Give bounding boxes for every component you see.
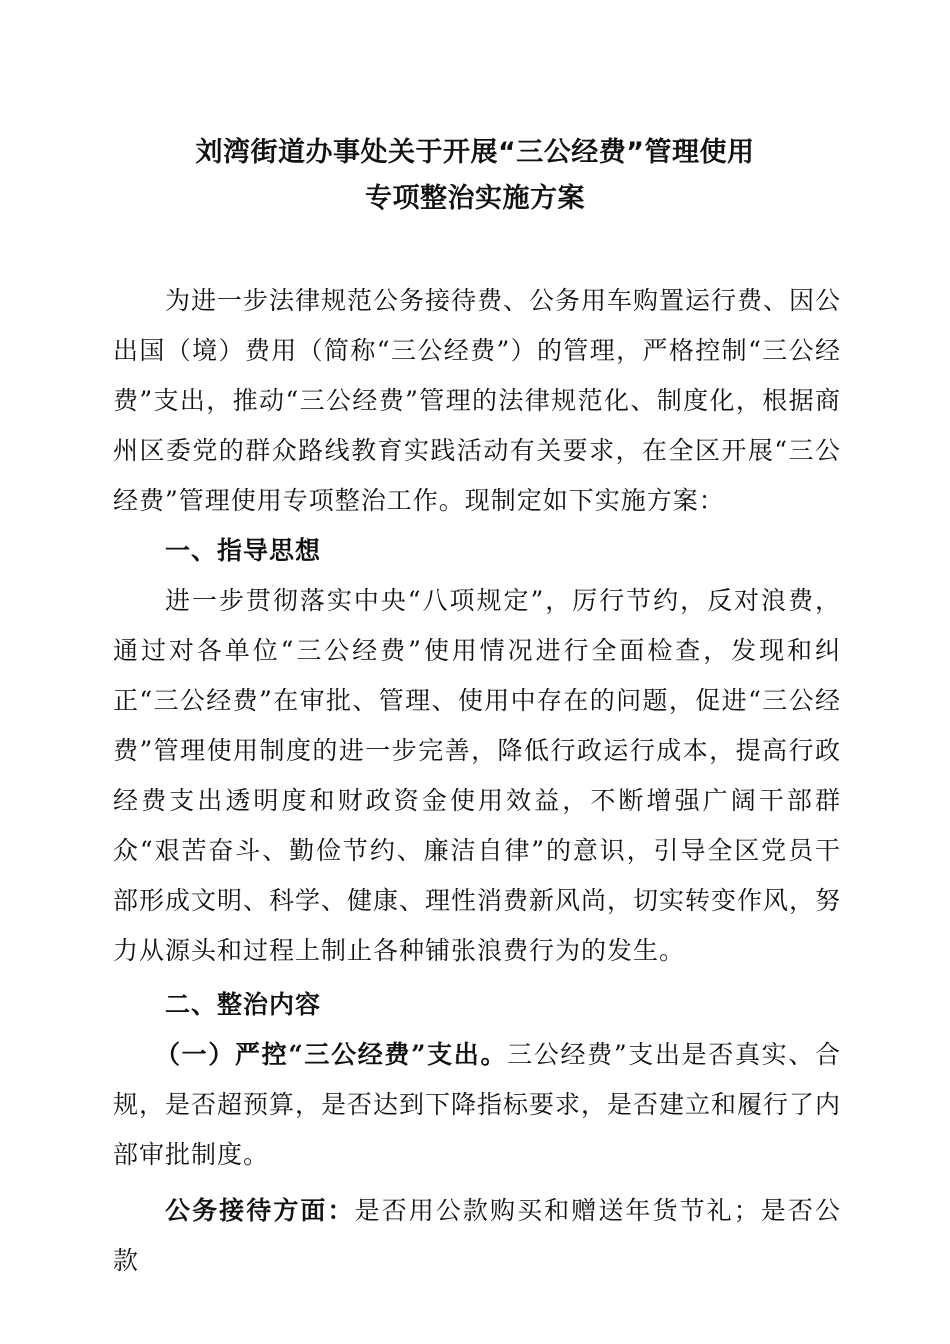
item-1-lead: （一）严控“三公经费”支出。 <box>155 1040 508 1069</box>
item-1-paragraph <box>113 1030 841 1180</box>
reception-lead: 公务接待方面： <box>165 1196 355 1225</box>
item-1-body: 三公经费”支出是否真实、合规，是否超预算，是否达到下降指标要求，是否建立和履行了内部审批制度。 <box>113 1040 842 1169</box>
section-1-heading: 一、指导思想 <box>165 536 322 565</box>
document-title <box>120 130 830 222</box>
reception-body: 是否用公款购买和赠送年货节礼；是否公款 <box>113 1196 841 1275</box>
section-2-heading: 二、整治内容 <box>165 990 322 1019</box>
reception-paragraph <box>113 1186 841 1286</box>
title-line-1: 刘湾街道办事处关于开展“三公经费”管理使用 <box>195 137 755 168</box>
document-body <box>113 276 841 1286</box>
section-1-paragraph: 进一步贯彻落实中央“八项规定”，厉行节约，反对浪费，通过对各单位“三公经费”使用情况进行全面检查，发现和纠正“三公经费”在审批、管理、使用中存在的问题，促进“三公经费”管理使用制度的进一步完善，降低行政运行成本，提高行政经费支出透明度和财政资金使用效益，不断增强广阔干部群众“艰苦奋斗、勤俭节约、廉洁自律”的意识，引导全区党员干部形成文明、科学、健康、理性消费新风尚，切实转变作风，努力从源头和过程上制止各种铺张浪费行为的发生。 <box>113 586 842 965</box>
intro-paragraph: 为进一步法律规范公务接待费、公务用车购置运行费、因公出国（境）费用（简称“三公经费”）的管理，严格控制“三公经费”支出，推动“三公经费”管理的法律规范化、制度化，根据商州区委党的群众路线教育实践活动有关要求，在全区开展“三公经费”管理使用专项整治工作。现制定如下实施方案： <box>113 286 842 515</box>
title-line-2: 专项整治实施方案 <box>365 183 585 214</box>
